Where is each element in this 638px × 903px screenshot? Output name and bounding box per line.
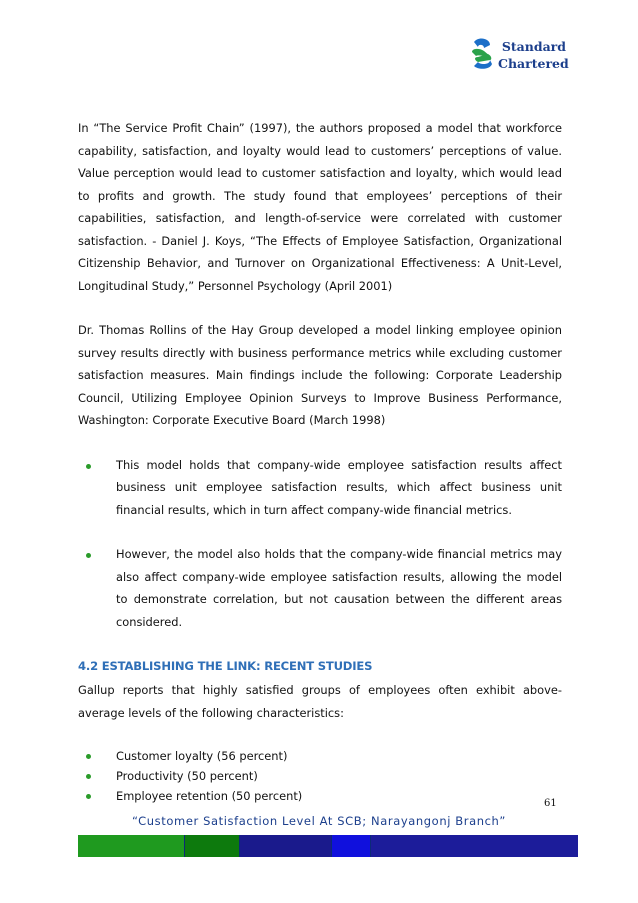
bullet-dot-icon — [86, 794, 91, 799]
bullet-dot-icon — [86, 754, 91, 759]
footer-title: “Customer Satisfaction Level At SCB; Narayangonj Branch” — [132, 814, 506, 828]
list-item — [78, 746, 562, 766]
page-number: 61 — [544, 798, 557, 809]
paragraph-gallup: Gallup reports that highly satisfied groups of employees often exhibit above-average levels of the following characteristics: — [78, 683, 562, 720]
logo-text-line1: Standard — [501, 39, 566, 54]
standard-chartered-logo — [470, 36, 570, 76]
logo-text — [498, 38, 569, 72]
standard-chartered-logo-icon — [470, 36, 494, 76]
logo-text-line2: Chartered — [498, 56, 569, 71]
model-bullet-list — [78, 454, 562, 634]
bullet-dot-icon — [86, 774, 91, 779]
list-item-text: This model holds that company-wide employee satisfaction results affect business unit employee satisfaction results, which affect business unit financial results, which in turn affect company-wide financial metrics. — [116, 457, 562, 517]
list-item-text: Customer loyalty (56 percent) — [116, 749, 288, 763]
list-item — [78, 543, 562, 633]
footer-bar-segment-navy — [240, 835, 332, 857]
section-heading: 4.2 ESTABLISHING THE LINK: RECENT STUDIES — [78, 659, 373, 673]
list-item — [78, 766, 562, 786]
list-item — [78, 786, 562, 806]
bullet-dot-icon — [86, 553, 91, 558]
list-item — [78, 454, 562, 522]
footer-color-bar — [78, 835, 578, 857]
page-content — [78, 117, 562, 806]
footer-bar-segment-blue — [332, 835, 371, 857]
list-item-text: Productivity (50 percent) — [116, 769, 258, 783]
footer-bar-segment-green-dark — [185, 835, 240, 857]
footer-bar-segment-green-light — [78, 835, 185, 857]
list-item-text: However, the model also holds that the company-wide financial metrics may also affect company-wide employee satisfaction results, allowing the model to demonstrate correlation, but not causation between the different areas considered. — [116, 547, 562, 629]
paragraph-hay-group: Dr. Thomas Rollins of the Hay Group developed a model linking employee opinion survey results directly with business performance metrics while excluding customer satisfaction measures. Main findings include the following: Corporate Leadership Council, Utilizing Employee Opinion Surveys to Improve Business Performance, Washington: Corporate Executive Board (March 1998) — [78, 323, 562, 427]
list-item-text: Employee retention (50 percent) — [116, 789, 303, 803]
gallup-bullet-list — [78, 746, 562, 806]
footer-bar-segment-navy-wide — [371, 835, 578, 857]
paragraph-service-profit-chain: In “The Service Profit Chain” (1997), the authors proposed a model that workforce capability, satisfaction, and loyalty would lead to customers’ perceptions of value. Value perception would lead to customer satisfaction and loyalty, which would lead to profits and growth. The study found that employees’ perceptions of their capabilities, satisfaction, and length-of-service were correlated with customer satisfaction. - Daniel J. Koys, “The Effects of Employee Satisfaction, Organizational Citizenship Behavior, and Turnover on Organizational Effectiveness: A Unit-Level, Longitudinal Study,” Personnel Psychology (April 2001) — [78, 121, 562, 293]
bullet-dot-icon — [86, 464, 91, 469]
